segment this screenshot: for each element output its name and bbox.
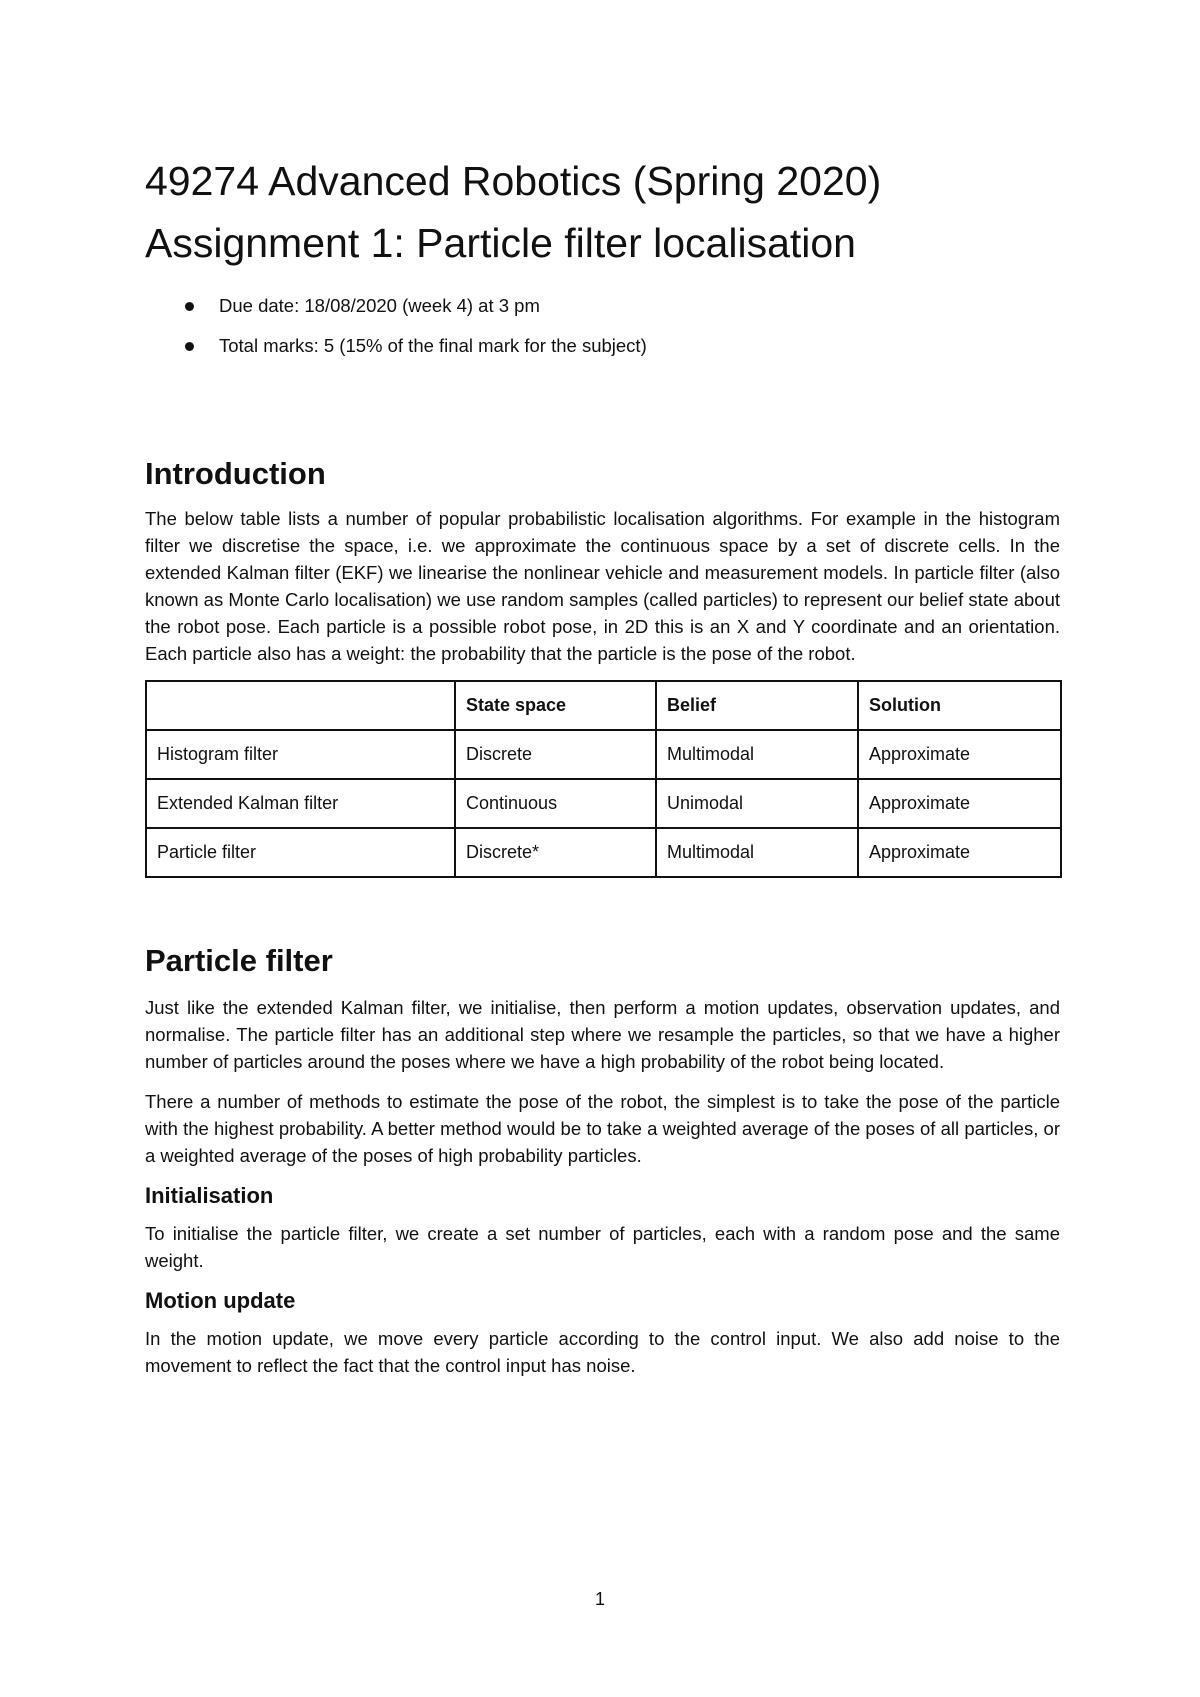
due-date-text: Due date: 18/08/2020 (week 4) at 3 pm	[219, 295, 540, 316]
table-cell: Approximate	[858, 730, 1061, 779]
assignment-details-list	[145, 286, 1060, 366]
table-cell: Discrete*	[455, 828, 656, 877]
introduction-heading: Introduction	[145, 456, 326, 491]
table-header-row	[146, 681, 1061, 730]
document-title	[145, 150, 1060, 274]
title-line-2: Assignment 1: Particle filter localisation	[145, 220, 856, 266]
table-cell: Approximate	[858, 779, 1061, 828]
table-row	[146, 730, 1061, 779]
table-header-cell	[146, 681, 455, 730]
initialisation-paragraph: To initialise the particle filter, we create a set number of particles, each with a random pose and the same weight.	[145, 1223, 1060, 1271]
table-cell: Continuous	[455, 779, 656, 828]
table-cell: Discrete	[455, 730, 656, 779]
introduction-paragraph: The below table lists a number of popular probabilistic localisation algorithms. For example in the histogram filter we discretise the space, i.e. we approximate the continuous space by a set of discrete cells. In the extended Kalman filter (EKF) we linearise the nonlinear vehicle and measurement models. In particle filter (also known as Monte Carlo localisation) we use random samples (called particles) to represent our belief state about the robot pose. Each particle is a possible robot pose, in 2D this is an X and Y coordinate and an orientation. Each particle also has a weight: the probability that the particle is the pose of the robot.	[145, 508, 1060, 664]
table-row	[146, 828, 1061, 877]
list-item	[145, 286, 1060, 326]
table-cell: Approximate	[858, 828, 1061, 877]
particle-filter-paragraph-1: Just like the extended Kalman filter, we initialise, then perform a motion updates, observation updates, and normalise. The particle filter has an additional step where we resample the particles, so that we have a higher number of particles around the poses where we have a high probability of the robot being located.	[145, 997, 1060, 1072]
table-header-cell: State space	[455, 681, 656, 730]
bullet-icon	[185, 342, 194, 351]
table-cell: Extended Kalman filter	[146, 779, 455, 828]
table-row	[146, 779, 1061, 828]
initialisation-heading: Initialisation	[145, 1183, 274, 1208]
page-content	[145, 150, 1060, 1379]
table-cell: Particle filter	[146, 828, 455, 877]
table-cell: Histogram filter	[146, 730, 455, 779]
particle-filter-heading: Particle filter	[145, 943, 333, 978]
bullet-icon	[185, 302, 194, 311]
table-header-cell: Solution	[858, 681, 1061, 730]
list-item	[145, 326, 1060, 366]
page-number: 1	[594, 1589, 605, 1609]
algorithms-table	[145, 680, 1062, 878]
particle-filter-paragraph-2: There a number of methods to estimate the pose of the robot, the simplest is to take the pose of the particle with the highest probability. A better method would be to take a weighted average of the poses of all particles, or a weighted average of the poses of high probability particles.	[145, 1091, 1060, 1166]
table-cell: Multimodal	[656, 730, 858, 779]
table-cell: Multimodal	[656, 828, 858, 877]
total-marks-text: Total marks: 5 (15% of the final mark for the subject)	[219, 335, 647, 356]
motion-update-heading: Motion update	[145, 1288, 296, 1313]
title-line-1: 49274 Advanced Robotics (Spring 2020)	[145, 158, 882, 204]
table-cell: Unimodal	[656, 779, 858, 828]
table-header-cell: Belief	[656, 681, 858, 730]
motion-update-paragraph: In the motion update, we move every particle according to the control input. We also add noise to the movement to reflect the fact that the control input has noise.	[145, 1328, 1060, 1376]
